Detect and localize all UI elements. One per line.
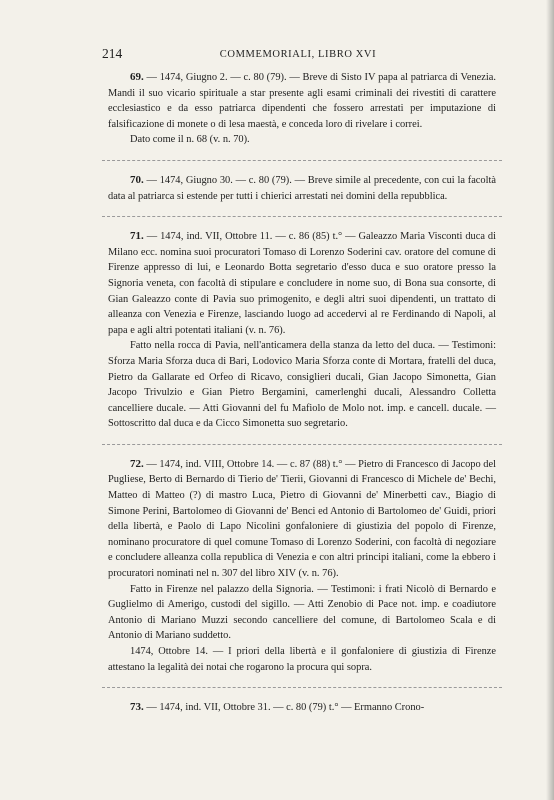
- entry-paragraph: [108, 457, 496, 582]
- entry-paragraph: [108, 229, 496, 338]
- entry-divider: [102, 160, 502, 161]
- entry-paragraph: 1474, Ottobre 14. — I priori della libertà e il gonfaloniere di giustizia di Firenze attestano la legalità dei notai che rogarono la procura qui sopra.: [108, 646, 496, 673]
- entry-number: 70.: [130, 173, 144, 186]
- page-edge-shadow: [546, 0, 554, 800]
- running-title: COMMEMORIALI, LIBRO XVI: [219, 49, 377, 60]
- entry-number: 69.: [130, 71, 144, 83]
- entry-73: [108, 700, 496, 716]
- entry-text: — 1474, Giugno 2. — c. 80 (79). — Breve di Sisto IV papa al patriarca di Venezia. Mandi il suo vicario spirituale a star presente agli esami criminali dei rivestiti di carattere ecclesiastico e da esso patriarca dipendenti che fossero arrestati per imputazione di falsificazione di monete o di lesa maestà, e conceda loro di rivelare i correi.: [108, 72, 496, 130]
- page-header: [102, 46, 494, 66]
- entry-paragraph: Fatto in Firenze nel palazzo della Signoria. — Testimoni: i frati Nicolò di Bernardo e Guglielmo di Amerigo, custodi del sigillo. — Atti Zenobio di Pace not. imp. e coadiutore Antonio di Mariano Muzzi secondo cancelliere del comune, di Bartolomeo Scala e di Antonio di Mariano suddetto.: [108, 583, 496, 642]
- entry-72: [108, 457, 496, 675]
- entry-text: — 1474, ind. VII, Ottobre 31. — c. 80 (79) t.° — Ermanno Crono-: [143, 702, 425, 714]
- entry-number: 72.: [130, 457, 144, 470]
- entry-divider: [102, 216, 502, 217]
- entry-divider: [102, 444, 502, 445]
- entry-71: [108, 229, 496, 432]
- entry-69: [108, 70, 496, 148]
- entry-70: [108, 173, 496, 204]
- entry-paragraph: [108, 70, 496, 132]
- entry-paragraph: Fatto nella rocca di Pavia, nell'anticamera della stanza da letto del duca. — Testimoni: Sforza Maria Sforza duca di Bari, Lodovico Maria Sforza conte di Mortara, fratelli del duca, Pietro da Gallarate ed Orfeo di Ricavo, consiglieri ducali, Gian Jacopo Simonetta, Gian Jacopo Trivulzio e Gian Pietro Bergamini, camerlenghi ducali, Alessandro Colletta cancelliere ducale. — Atti Giovanni del fu Mafiolo de Molo not. imp. e cancell. ducale. — Sottoscritto dal duca e da Cicco Simonetta suo segretario.: [108, 340, 496, 430]
- page-number: 214: [102, 46, 123, 61]
- entry-number: 73.: [130, 701, 144, 714]
- entry-text: — 1474, ind. VII, Ottobre 11. — c. 86 (85) t.° — Galeazzo Maria Visconti duca di Milano ecc. nomina suoi procuratori Tomaso di Lorenzo Soderini cav. oratore del comune di Firenze appresso di lui, e Leonardo Botta segretario d'esso duca e suo oratore presso la Signoria veneta, con facoltà di stipulare e concludere in nome suo, di Bona sua consorte, di Gian Galeazzo conte di Pavia suo primogenito, e degli altri suoi dipendenti, un trattato di alleanza con Venezia e Firenze, lasciando luogo ad accedervi al re Ferdinando di Napoli, al papa e agli altri potentati italiani (v. n. 76).: [108, 231, 496, 336]
- entry-paragraph: Dato come il n. 68 (v. n. 70).: [130, 134, 250, 146]
- entry-text: — 1474, Giugno 30. — c. 80 (79). — Breve simile al precedente, con cui la facoltà data al patriarca si estende per tutti i chierici arrestati nei domini della repubblica.: [108, 174, 496, 202]
- entry-paragraph: [108, 700, 496, 716]
- document-body: [108, 70, 496, 728]
- entry-divider: [102, 687, 502, 688]
- entry-text: — 1474, ind. VIII, Ottobre 14. — c. 87 (88) t.° — Pietro di Francesco di Jacopo del Pugliese, Berto di Bernardo di Tierio de' Tierii, Giovanni di Francesco di Michele de' Bechi, Matteo di Matteo (?) di mastro Luca, Pietro di Giovanni de' Minerbetti cav., Biagio di Simone Perini, Bartolomeo di Giovanni de' Benci ed Antonio di Bartolomeo de' Guidi, priori della libertà, e Paolo di Lapo Nicolini gonfaloniere di giustizia del popolo di Firenze, nominano procuratore di quel comune Tomaso di Lorenzo Soderini, con facoltà di negoziare e concludere alleanza colla republica di Venezia e con altri principi italiani, come la ebbero i procuratori nominati nel n. 307 del libro XIV (v. n. 76).: [108, 458, 496, 580]
- entry-paragraph: [108, 173, 496, 204]
- entry-number: 71.: [130, 230, 144, 243]
